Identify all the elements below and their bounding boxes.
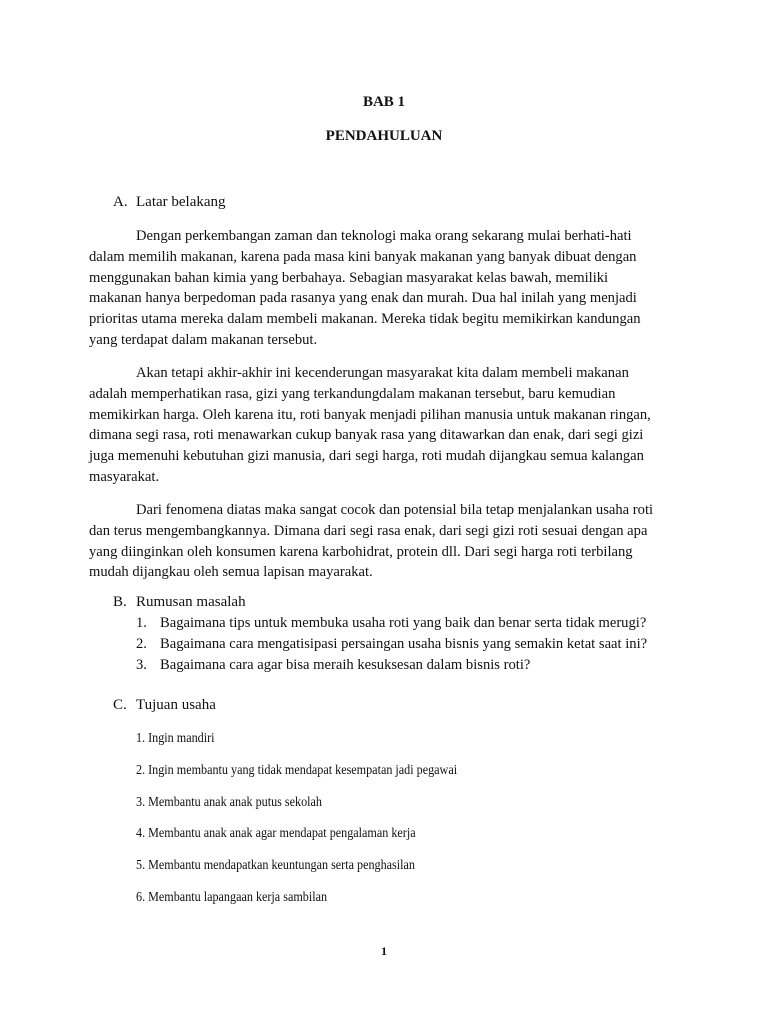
paragraph-line: dimana segi rasa, roti menawarkan cukup banyak rasa yang ditawarkan dan enak, dari segi gizi [89, 427, 644, 444]
list-number: 3. [136, 657, 147, 673]
paragraph-line: Akan tetapi akhir-akhir ini kecenderungan masyarakat kita dalam membeli makanan [136, 365, 629, 381]
section-b-heading [113, 594, 246, 611]
section-a-heading [113, 194, 226, 211]
paragraph-line: menggunakan bahan kimia yang berbahaya. Sebagian masyarakat kelas bawah, memiliki [89, 269, 609, 286]
paragraph-line: Dari fenomena diatas maka sangat cocok dan potensial bila tetap menjalankan usaha roti [136, 502, 654, 518]
section-a-letter: A. [113, 194, 128, 210]
paragraph-line: mudah dijangkau oleh semua lapisan mayarakat. [89, 564, 373, 581]
paragraph-line: Dengan perkembangan zaman dan teknologi maka orang sekarang mulai berhati-hati [136, 228, 632, 244]
goal-item: 6. Membantu lapangaan kerja sambilan [136, 889, 328, 904]
section-b-letter: B. [113, 594, 127, 610]
goal-item: 1. Ingin mandiri [136, 730, 215, 745]
list-text: Bagaimana tips untuk membuka usaha roti yang baik dan benar serta tidak merugi? [160, 615, 647, 631]
paragraph-2 [89, 363, 673, 488]
section-a-title: Latar belakang [136, 194, 226, 210]
problem-list [136, 613, 647, 676]
list-text: Bagaimana cara agar bisa meraih kesuksesan dalam bisnis roti? [160, 657, 531, 673]
paragraph-1 [89, 226, 673, 351]
paragraph-line: prioritas utama mereka dalam membeli makanan. Mereka tidak begitu memikirkan kandungan [89, 311, 641, 328]
goal-item: 4. Membantu anak anak agar mendapat pengalaman kerja [136, 825, 416, 840]
list-item [136, 613, 647, 634]
paragraph-line: dalam memilih makanan, karena pada masa kini banyak makanan yang banyak dibuat dengan [89, 248, 637, 265]
section-c-title: Tujuan usaha [136, 697, 216, 713]
paragraph-line: yang terdapat dalam makanan tersebut. [89, 331, 318, 348]
section-c-letter: C. [113, 697, 127, 713]
list-text: Bagaimana cara mengatisipasi persaingan usaha bisnis yang semakin ketat saat ini? [160, 636, 648, 652]
paragraph-line: masyarakat. [89, 468, 160, 485]
paragraph-line: yang diinginkan oleh konsumen karena karbohidrat, protein dll. Dari segi harga roti terbilang [89, 543, 633, 560]
page-number: 1 [381, 944, 387, 958]
paragraph-3 [89, 500, 673, 583]
goal-item: 3. Membantu anak anak putus sekolah [136, 794, 322, 809]
section-b-title: Rumusan masalah [136, 594, 246, 610]
list-item [136, 634, 647, 655]
paragraph-line: adalah memperhatikan rasa, gizi yang terkandungdalam makanan tersebut, baru kemudian [89, 385, 616, 402]
chapter-label: BAB 1 [362, 94, 406, 110]
paragraph-line: dan terus mengembangkannya. Dimana dari segi rasa enak, dari segi gizi roti sesuai dengan apa [89, 522, 648, 539]
chapter-title: PENDAHULUAN [325, 128, 443, 144]
list-number: 2. [136, 636, 147, 652]
paragraph-line: juga memenuhi kebutuhan gizi manusia, dari segi harga, roti mudah dijangkau semua kalangan [89, 448, 644, 465]
goal-item: 2. Ingin membantu yang tidak mendapat kesempatan jadi pegawai [136, 762, 458, 777]
goal-item: 5. Membantu mendapatkan keuntungan serta penghasilan [136, 857, 415, 872]
section-c-heading [113, 697, 216, 714]
list-item [136, 655, 647, 676]
paragraph-line: makanan hanya berpedoman pada rasanya yang enak dan murah. Dua hal inilah yang menjadi [89, 290, 637, 307]
paragraph-line: memikirkan harga. Oleh karena itu, roti banyak menjadi pilihan manusia untuk makanan ringan, [89, 406, 651, 423]
list-number: 1. [136, 615, 147, 631]
